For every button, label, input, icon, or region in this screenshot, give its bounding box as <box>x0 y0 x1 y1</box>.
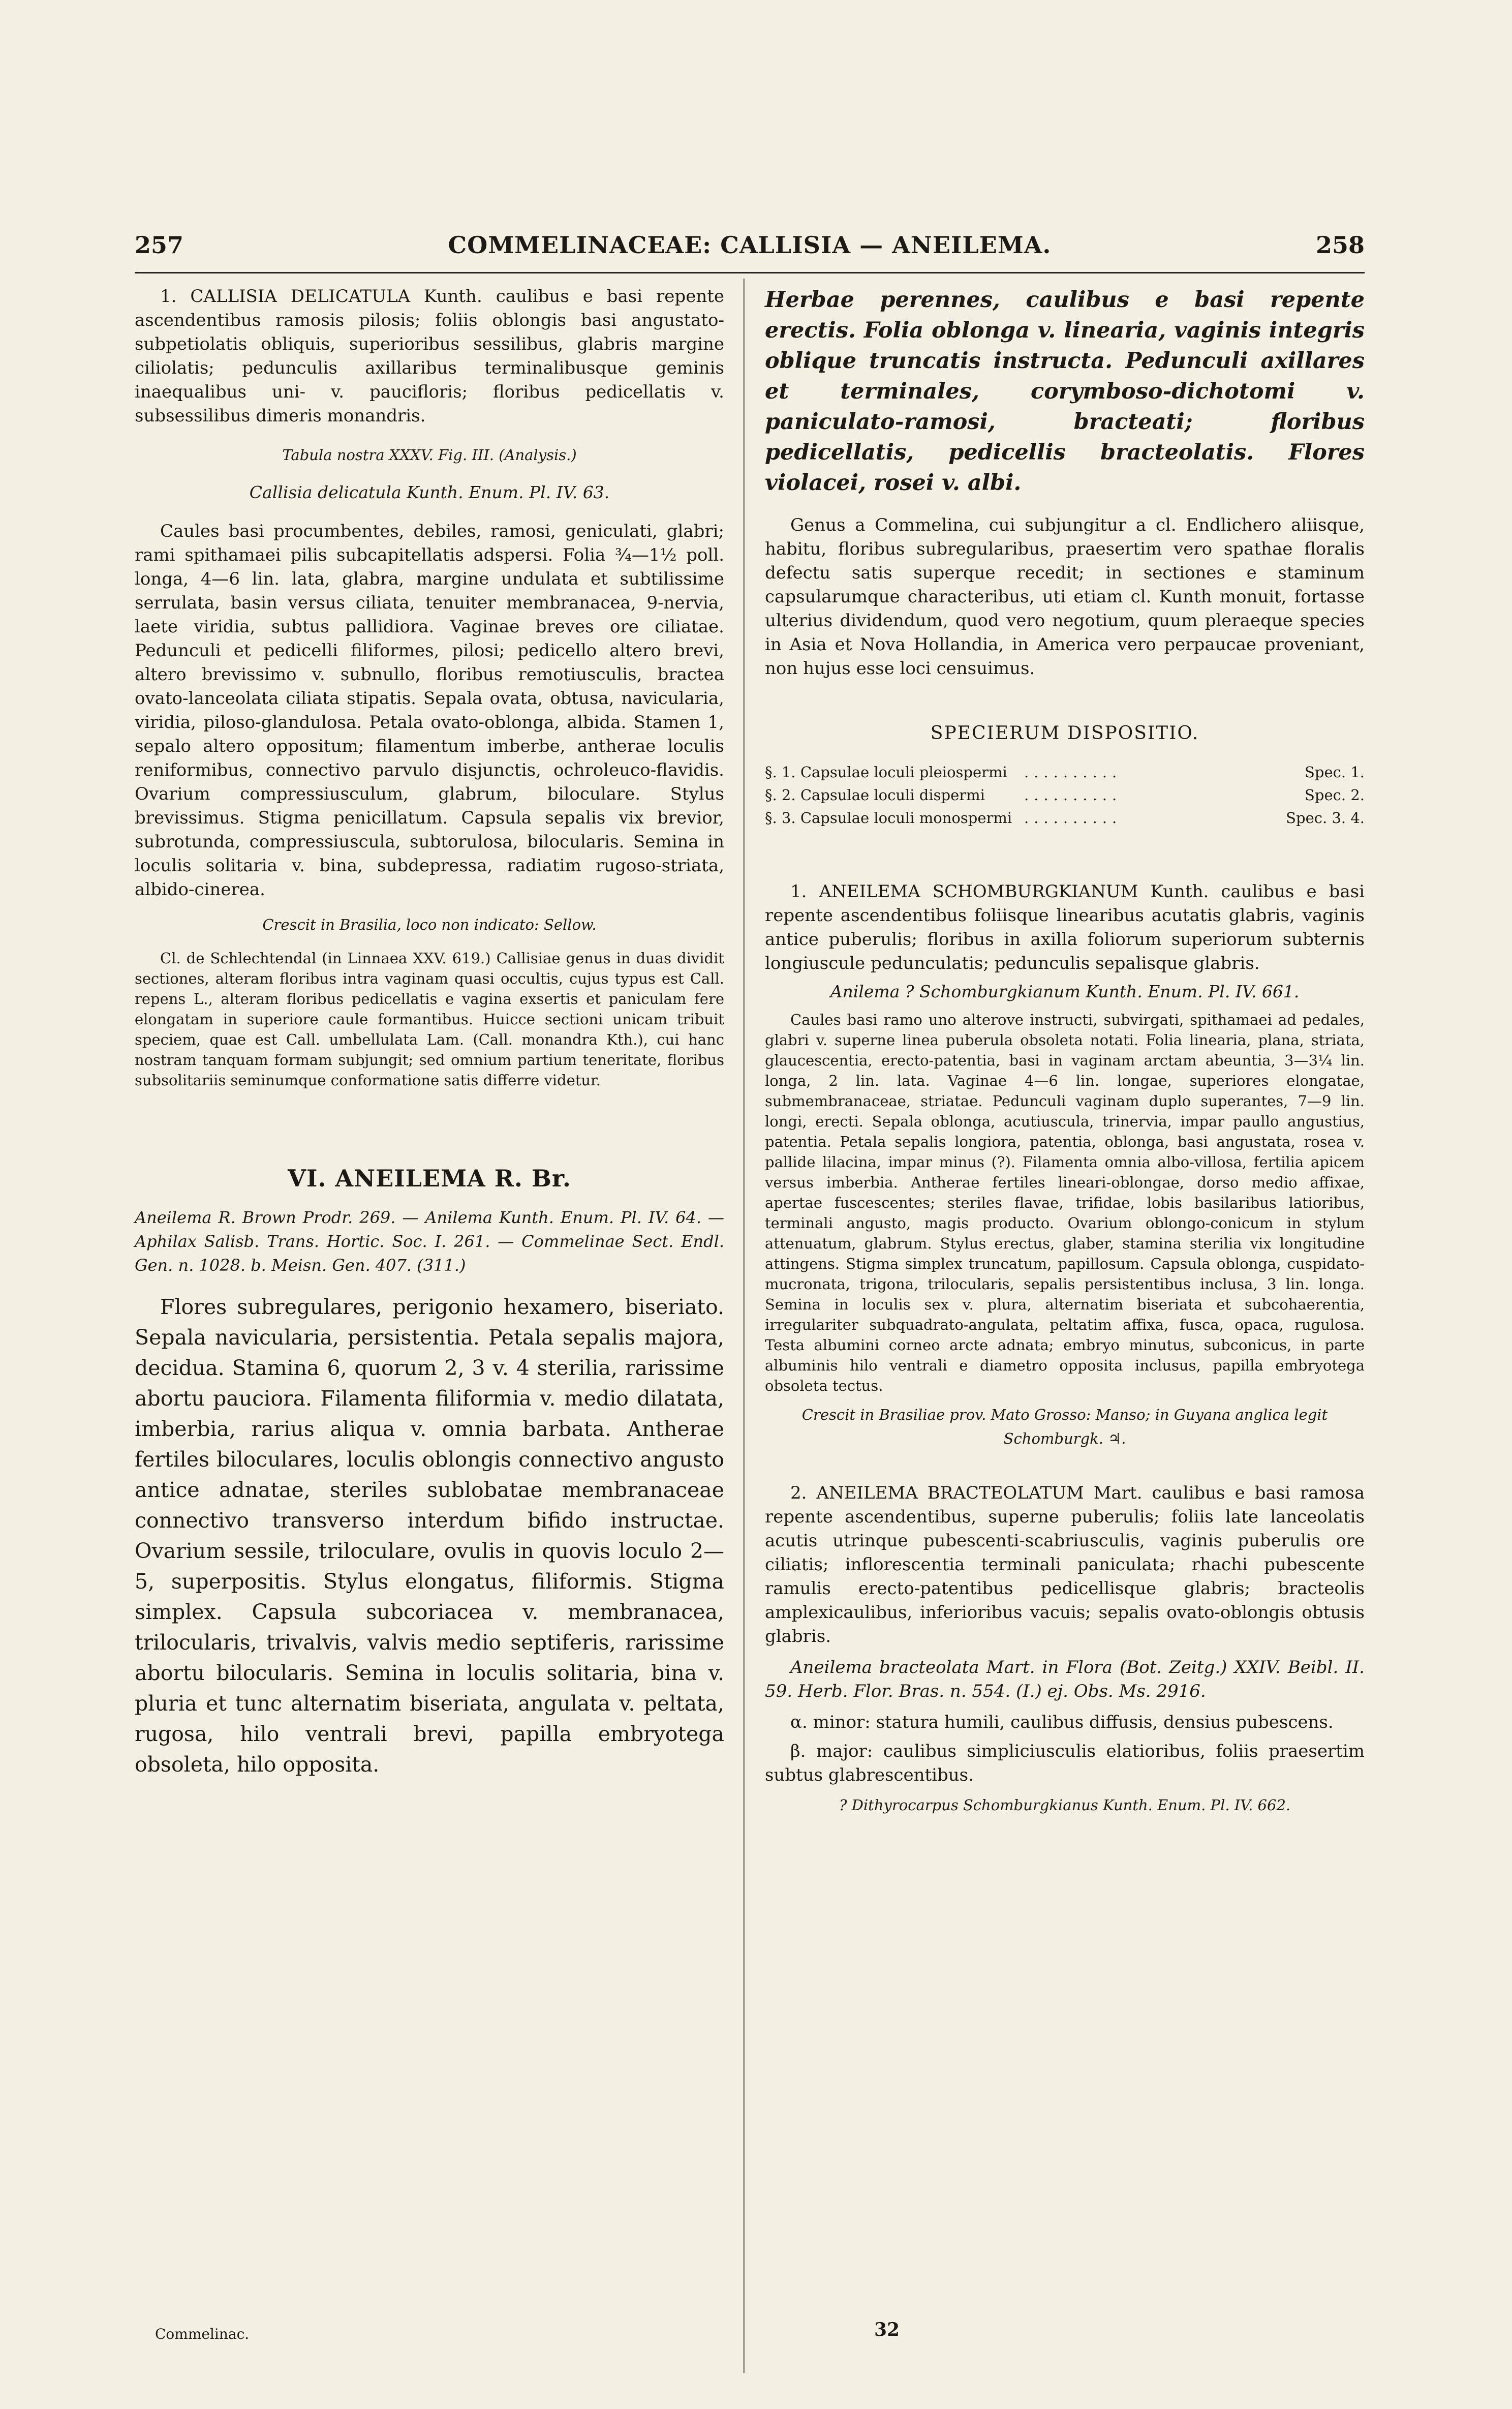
dispositio-spec: Spec. 2. <box>1305 786 1365 804</box>
leader-dots: .......... <box>1024 764 1122 781</box>
running-title: COMMELINACEAE: CALLISIA — ANEILEMA. <box>448 231 1052 259</box>
genus-description: Flores subregulares, perigonio hexamero, biseriato. Sepala navicularia, persistentia. Petala sepalis majora, decidua. Stamina 6, quorum 2, 3 v. 4 sterilia, rarissime abortu pauciora. Filamenta filiformia v. medio dilatata, imberbia, rarius aliqua v. omnia barbata. Antherae fertiles biloculares, loculis oblongis connectivo angusto antice adnatae, steriles sublobatae membranaceae connectivo transverso interdum bifido instructae. Ovarium sessile, triloculare, ovulis in quovis loculo 2—5, superpositis. Stylus elongatus, filiformis. Stigma simplex. Capsula subcoriacea v. membranacea, trilocularis, trivalvis, valvis medio septiferis, rarissime abortu bilocularis. Semina in loculis solitaria, bina v. pluria et tunc alternatim biseriata, angulata v. peltata, rugosa, hilo ventrali brevi, papilla embryotega obsoleta, hilo opposita. <box>135 1295 724 1777</box>
species-heading: 1. ANEILEMA SCHOMBURGKIANUM Kunth. <box>790 881 1209 902</box>
species-diagnosis: caulibus e basi ramosa repente ascendentibus, superne puberulis; foliis late lanceolatis acutis utrinque pubescenti-scabriusculis, vaginis puberulis ore ciliatis; inflorescentia terminali paniculata; rhachi pubescente ramulis erecto-patentibus pedicellisque glabris; bracteolis amplexicaulibus, inferioribus vacuis; sepalis ovato-oblongis obtusis glabris. <box>765 1483 1365 1646</box>
species-description: Caules basi procumbentes, debiles, ramosi, geniculati, glabri; rami spithamaei pilis subcapitellatis adspersi. Folia ¾—1½ poll. longa, 4—6 lin. lata, glabra, margine undulata et subtilissime serrulata, basin versus ciliata, tenuiter membranacea, 9-nervia, laete viridia, subtus pallidiora. Vaginae breves ore ciliatae. Pedunculi et pedicelli filiformes, pilosi; pedicello altero brevi, altero brevissimo v. subnullo, floribus remotiusculis, bractea ovato-lanceolata ciliata stipatis. Sepala ovata, obtusa, navicularia, viridia, piloso-glandulosa. Petala ovato-oblonga, albida. Stamen 1, sepalo altero oppositum; filamentum imberbe, antherae loculis reniformibus, connectivo parvulo disjunctis, ochroleuco-flavidis. Ovarium compressiusculum, glabrum, biloculare. Stylus brevissimus. Stigma penicillatum. Capsula sepalis vix brevior, subrotunda, compressiuscula, subtorulosa, bilocularis. Semina in loculis solitaria v. bina, subdepressa, radiatim rugoso-striata, albido-cinerea. <box>135 521 724 900</box>
right-column <box>765 285 1365 1817</box>
dispositio-row <box>765 760 1365 783</box>
synonym-line: ? Dithyrocarpus Schomburgkianus Kunth. Enum. Pl. IV. 662. <box>839 1796 1291 1814</box>
genus-habit: Herbae perennes, caulibus e basi repente erectis. Folia oblonga v. linearia, vaginis integris oblique truncatis instructa. Pedunculi axillares et terminales, corymboso-dichotomi v. paniculato-ramosi, bracteati; floribus pedicellatis, pedicellis bracteolatis. Flores violacei, rosei v. albi. <box>765 287 1365 496</box>
column-divider <box>744 279 745 2373</box>
variety-alpha: α. minor: statura humili, caulibus diffusis, densius pubescens. <box>790 1712 1334 1732</box>
synonym-line: Anilema ? Schomburgkianum Kunth. Enum. Pl. IV. 661. <box>830 982 1300 1001</box>
synonym-line: Aneilema bracteolata Mart. in Flora (Bot. Zeitg.) XXIV. Beibl. II. 59. Herb. Flor. Bras. n. 554. (I.) ej. Obs. Ms. 2916. <box>765 1657 1365 1701</box>
species-diagnosis: caulibus e basi repente ascendentibus foliisque linearibus acutatis glabris, vaginis antice puberulis; floribus in axilla foliorum superiorum subternis longiuscule pedunculatis; pedunculis sepalisque glabris. <box>765 881 1365 973</box>
locality-line: Crescit in Brasiliae prov. Mato Grosso: Manso; in Guyana anglica legit Schomburgk. ♃. <box>801 1406 1328 1447</box>
species-aneilema-bracteolatum <box>765 1481 1365 1649</box>
taxonomic-note: Cl. de Schlechtendal (in Linnaea XXV. 619.) Callisiae genus in duas dividit sectiones, alteram floribus intra vaginam quasi occultis, cujus typus est Call. repens L., alteram floribus pedicellatis e vagina exsertis et paniculam fere elongatam in superiore caule formantibus. Huicce sectioni unicam tribuit speciem, quae est Call. umbellulata Lam. (Call. monandra Kth.), cui hanc nostram tanquam formam subjungit; sed omnium partium teneritate, floribus subsolitariis seminumque conformatione satis differre videtur. <box>135 950 724 1089</box>
signature-mark: 32 <box>874 2319 900 2340</box>
plate-reference: Tabula nostra XXXV. Fig. III. (Analysis.) <box>282 446 577 464</box>
page-number-right: 258 <box>1315 231 1365 259</box>
variety-beta: β. major: caulibus simpliciusculis elatioribus, foliis praesertim subtus glabrescentibus. <box>765 1741 1365 1785</box>
dispositio-list <box>765 760 1365 829</box>
species-diagnosis: caulibus e basi repente ascendentibus ramosis pilosis; foliis oblongis basi angustato-subpetiolatis obliquis, superioribus sessilibus, glabris margine ciliolatis; pedunculis axillaribus terminalibusque geminis inaequalibus uni- v. paucifloris; floribus pedicellatis v. subsessilibus dimeris monandris. <box>135 286 724 426</box>
left-column <box>135 285 724 1780</box>
dispositio-label: §. 1. Capsulae loculi pleiospermi <box>765 764 1007 781</box>
dispositio-spec: Spec. 3. 4. <box>1286 809 1365 827</box>
species-aneilema-schomburgkianum <box>765 880 1365 975</box>
dispositio-title: SPECIERUM DISPOSITIO. <box>930 723 1199 744</box>
locality-line: Crescit in Brasilia, loco non indicato: Sellow. <box>262 916 597 933</box>
dispositio-row <box>765 783 1365 806</box>
dispositio-row <box>765 806 1365 829</box>
dispositio-spec: Spec. 1. <box>1305 764 1365 781</box>
running-header <box>135 231 1365 267</box>
genus-note: Genus a Commelina, cui subjungitur a cl. Endlichero aliisque, habitu, floribus subregularibus, praesertim vero spathae floralis defectu satis superque recedit; in sectiones e staminum capsularumque characteribus, uti etiam cl. Kunth monuit, fortasse ulterius dividendum, quod vero negotium, quum pleraeque species in Asia et Nova Hollandia, in America vero perpaucae proveniant, non hujus esse loci censuimus. <box>765 515 1365 679</box>
page-number-left: 257 <box>135 231 184 259</box>
footer-signature: Commelinac. <box>155 2326 250 2342</box>
dispositio-label: §. 2. Capsulae loculi dispermi <box>765 786 985 804</box>
species-heading: 1. CALLISIA DELICATULA Kunth. <box>160 286 482 307</box>
species-callisia-delicatula <box>135 285 724 428</box>
species-description: Caules basi ramo uno alterove instructi, subvirgati, spithamaei ad pedales, glabri v. superne linea puberula obsoleta notati. Folia linearia, plana, striata, glaucescentia, erecto-patentia, basi in vaginam arctam abeuntia, 3—3¼ lin. longa, 2 lin. lata. Vaginae 4—6 lin. longae, superiores elongatae, submembranaceae, striatae. Pedunculi vaginam duplo superantes, 7—9 lin. longi, erecti. Sepala oblonga, acutiuscula, trinervia, impar paullo angustius, patentia. Petala sepalis longiora, patentia, oblonga, basi angustata, rosea v. pallide lilacina, impar minus (?). Filamenta omnia albo-villosa, fertilia apicem versus imberbia. Antherae fertiles lineari-oblongae, dorso medio affixae, apertae fuscescentes; steriles flavae, trifidae, lobis basilaribus latioribus, terminali angusto, magis producto. Ovarium oblongo-conicum in stylum attenuatum, glabrum. Stylus erectus, glaber, stamina sterilia vix longitudine attingens. Stigma simplex truncatum, papillosum. Capsula oblonga, cuspidato-mucronata, trigona, trilocularis, sepalis persistentibus inclusa, 3 lin. longa. Semina in loculis sex v. plura, alternatim biseriata et subcohaerentia, irregulariter subquadrato-angulata, peltatim affixa, fusca, opaca, rugulosa. Testa albumini corneo arcte adnata; embryo minutus, subconicus, in parte albuminis hilo ventrali e diametro opposita inclusus, papilla embryotega obsoleta tectus. <box>765 1011 1365 1394</box>
species-heading: 2. ANEILEMA BRACTEOLATUM Mart. <box>790 1483 1143 1503</box>
dispositio-label: §. 3. Capsulae loculi monospermi <box>765 809 1012 827</box>
leader-dots: .......... <box>1024 786 1122 804</box>
genus-synonymy: Aneilema R. Brown Prodr. 269. — Anilema Kunth. Enum. Pl. IV. 64. — Aphilax Salisb. Trans. Hortic. Soc. I. 261. — Commelinae Sect. Endl. Gen. n. 1028. b. Meisn. Gen. 407. (311.) <box>135 1208 724 1275</box>
leader-dots: .......... <box>1024 809 1122 827</box>
header-rule <box>135 272 1365 273</box>
genus-title: VI. ANEILEMA R. Br. <box>288 1165 571 1192</box>
synonym-line: Callisia delicatula Kunth. Enum. Pl. IV. 63. <box>249 482 610 502</box>
